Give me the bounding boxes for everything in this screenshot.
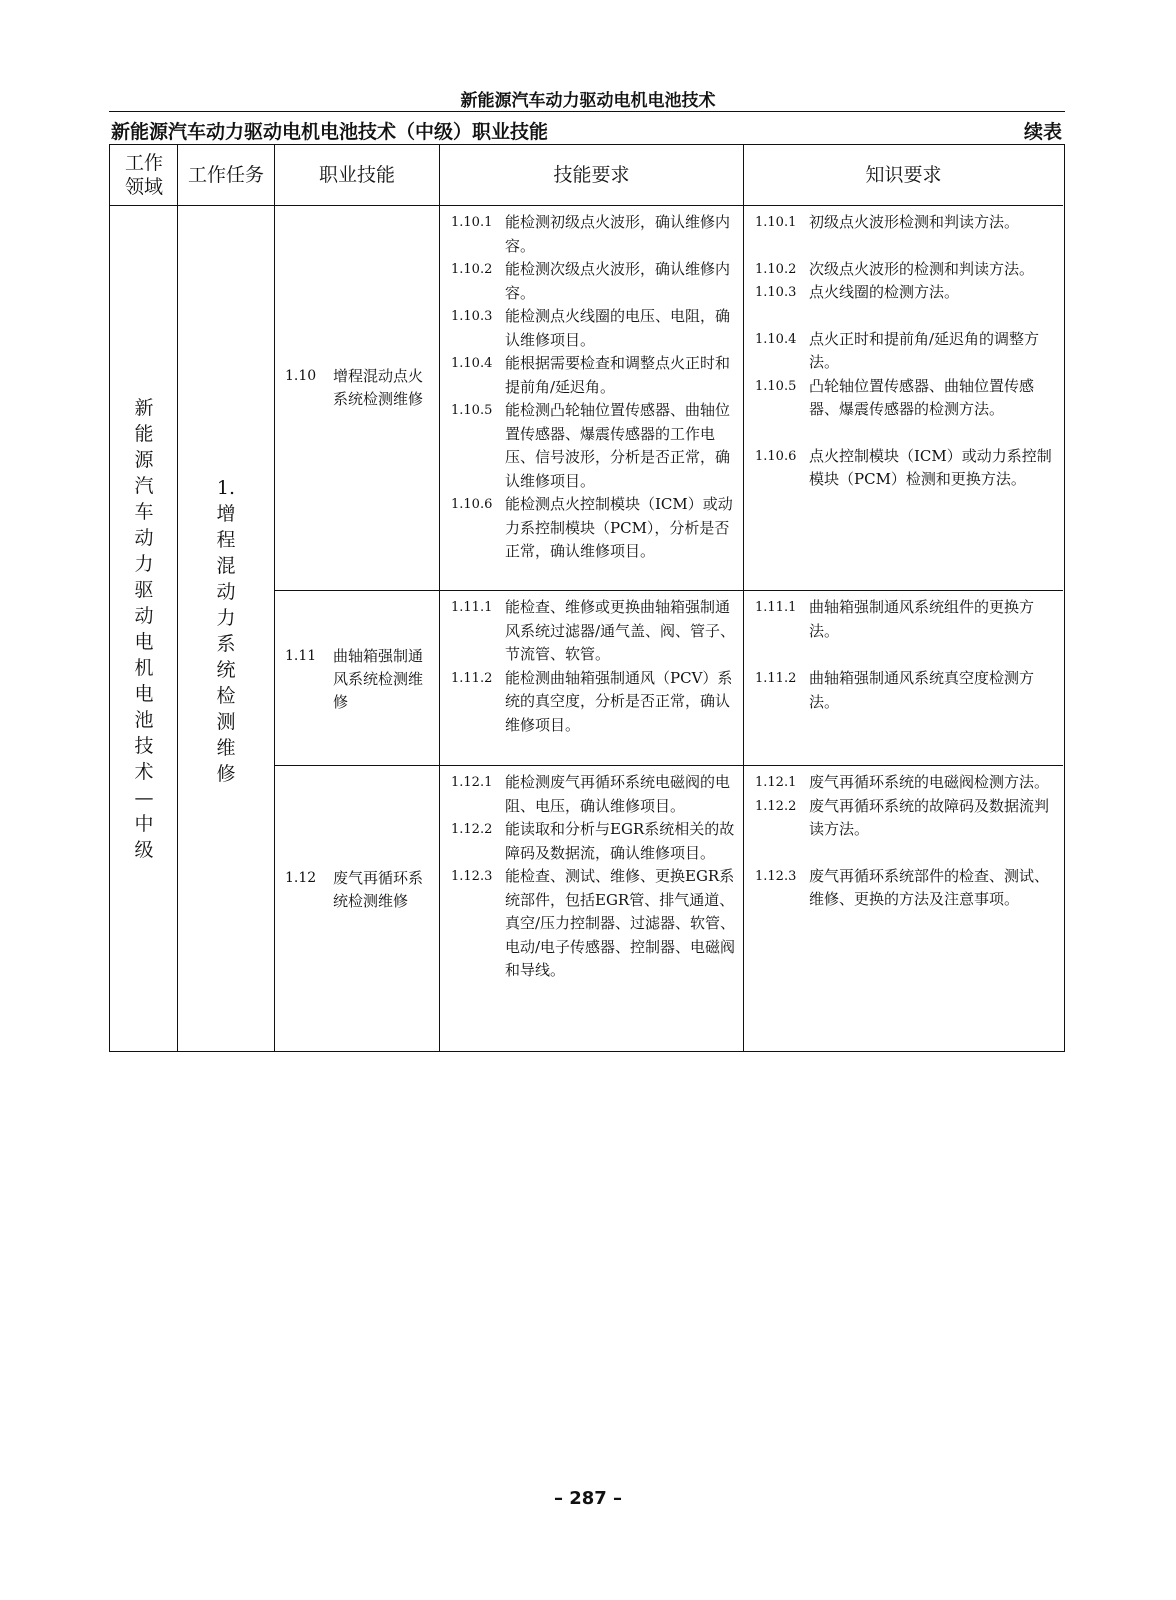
- knowledge-requirements-list: [755, 596, 1055, 714]
- table-title: 新能源汽车动力驱动电机电池技术（中级）职业技能: [111, 121, 549, 143]
- knowledge-item: 1.12.3 废气再循环系统部件的检查、测试、维修、更换的方法及注意事项。: [755, 866, 1050, 908]
- requirement-item: 1.10.2 能检测次级点火波形，确认维修内容。: [451, 260, 731, 302]
- knowledge-item: 1.10.2 次级点火波形的检测和判读方法。: [755, 259, 1035, 278]
- knowledge-item: 1.12.2 废气再循环系统的故障码及数据流判读方法。: [755, 796, 1050, 838]
- knowledge-item: 1.10.5 凸轮轴位置传感器、曲轴位置传感器、爆震传感器的检测方法。: [755, 376, 1035, 418]
- knowledge-item: 1.10.1 初级点火波形检测和判读方法。: [755, 213, 1020, 231]
- work-field: 新能源汽车动力驱动电机电池技术—中级: [134, 397, 154, 861]
- work-task: 1.增程混动力系统检测维修: [216, 477, 236, 785]
- skill-label: 增程混动点火系统检测维修: [333, 367, 424, 408]
- skill-requirements-list: [451, 771, 741, 983]
- header-skill: 职业技能: [318, 164, 395, 186]
- header-rule: [109, 111, 1065, 112]
- skill-requirements-list: [451, 596, 741, 737]
- column-divider: [177, 145, 178, 1051]
- requirement-item: 1.11.2 能检测曲轴箱强制通风（PCV）系统的真空度，分析是否正常，确认维修项目。: [451, 668, 733, 734]
- skill-name: [285, 867, 423, 913]
- column-divider: [274, 145, 275, 1051]
- running-head: 新能源汽车动力驱动电机电池技术: [460, 91, 716, 111]
- requirement-item: 1.10.6 能检测点火控制模块（ICM）或动力系控制模块（PCM），分析是否正常，确认维修项目。: [451, 495, 733, 560]
- column-divider: [439, 145, 440, 1051]
- requirement-item: 1.10.1 能检测初级点火波形，确认维修内容。: [451, 213, 731, 255]
- skill-number: 1.10: [285, 368, 317, 384]
- knowledge-requirements-list: [755, 771, 1055, 912]
- header-task: 工作任务: [187, 164, 264, 186]
- knowledge-item: 1.10.4 点火正时和提前角/延迟角的调整方法。: [755, 329, 1040, 371]
- knowledge-item: 1.10.6 点火控制模块（ICM）或动力系控制模块（PCM）检测和更换方法。: [755, 446, 1052, 488]
- knowledge-item: 1.11.2 曲轴箱强制通风系统真空度检测方法。: [755, 669, 1035, 711]
- knowledge-item: 1.11.1 曲轴箱强制通风系统组件的更换方法。: [755, 598, 1035, 640]
- skill-number: 1.12: [285, 870, 317, 886]
- skill-name: [285, 365, 423, 411]
- requirement-item: 1.12.1 能检测废气再循环系统电磁阀的电阻、电压，确认维修项目。: [451, 773, 731, 815]
- row-divider: [274, 765, 1063, 766]
- knowledge-item: 1.10.3 点火线圈的检测方法。: [755, 283, 960, 301]
- column-divider: [743, 145, 744, 1051]
- header-skill-requirements: 技能要求: [553, 164, 630, 186]
- skill-name: [285, 645, 423, 714]
- knowledge-item: 1.12.1 废气再循环系统的电磁阀检测方法。: [755, 773, 1050, 791]
- header-knowledge-requirements: 知识要求: [865, 164, 942, 186]
- knowledge-requirements-list: [755, 211, 1055, 492]
- continued-label: 续表: [1023, 121, 1062, 143]
- requirement-item: 1.11.1 能检查、维修或更换曲轴箱强制通风系统过滤器/通气盖、阀、管子、节流管、软管。: [451, 598, 736, 663]
- skill-label: 废气再循环系统检测维修: [333, 869, 424, 910]
- requirement-item: 1.10.3 能检测点火线圈的电压、电阻，确认维修项目。: [451, 307, 731, 349]
- requirement-item: 1.10.4 能根据需要检查和调整点火正时和提前角/延迟角。: [451, 354, 731, 396]
- row-divider: [274, 590, 1063, 591]
- header-field: [112, 145, 176, 205]
- skills-table: [109, 144, 1065, 1052]
- requirement-item: 1.12.3 能检查、测试、维修、更换EGR系统部件，包括EGR管、排气通道、真空/压力控制器、过滤器、软管、电动/电子传感器、控制器、电磁阀和导线。: [451, 867, 736, 979]
- requirement-item: 1.12.2 能读取和分析与EGR系统相关的故障码及数据流，确认维修项目。: [451, 820, 735, 862]
- header-divider: [110, 205, 1063, 206]
- page-number: – 287 –: [553, 1488, 623, 1509]
- requirement-item: 1.10.5 能检测凸轮轴位置传感器、曲轴位置传感器、爆震传感器的工作电压、信号波形，分析是否正常，确认维修项目。: [451, 401, 731, 490]
- skill-number: 1.11: [285, 648, 317, 664]
- skill-requirements-list: [451, 211, 741, 564]
- skill-label: 曲轴箱强制通风系统检测维修: [333, 647, 424, 711]
- header-field-label: 工作领域: [124, 152, 163, 198]
